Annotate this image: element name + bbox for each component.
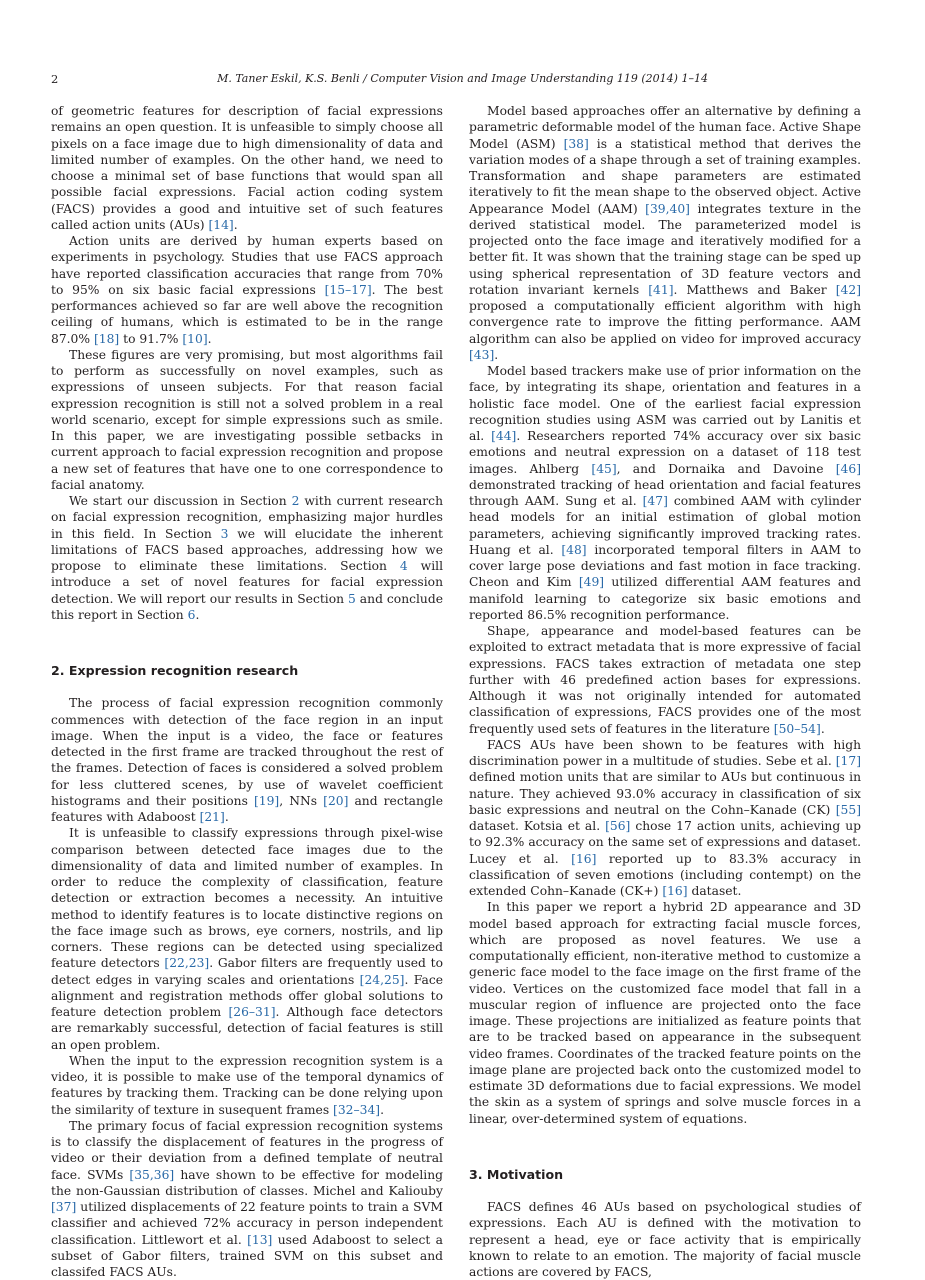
citation-link[interactable]: [15–17] bbox=[324, 282, 372, 297]
left-column bbox=[51, 103, 443, 1280]
citation-link[interactable]: [41] bbox=[648, 282, 674, 297]
citation-link[interactable]: [47] bbox=[642, 494, 668, 508]
right-column bbox=[469, 103, 861, 1280]
citation-link[interactable]: [44] bbox=[491, 429, 517, 443]
section-heading: 3. Motivation bbox=[469, 1166, 564, 1182]
paragraph: These figures are very promising, but most algorithms fail to perform as successfully on novel examples, such as expressions of unseen subjects. For that reason facial expression recognition is still not a solved problem in a real world scenario, except for simple expressions such as smile. In this paper, we are investigating possible setbacks in current approach to facial expression recognition and propose a new set of features that have one to one correspondence to facial anatomy. bbox=[51, 347, 443, 492]
paragraph: The process of facial expression recognition commonly commences with detection of the face region in an input image. When the input is a video, the face or features detected in the first frame are tracked throughout the rest of the frames. Detection of faces is considered a solved problem for less cluttered scenes, by use of wavelet coefficient histograms and their positions [19], NNs [20] and rectangle features with Adaboost [21]. bbox=[51, 696, 443, 824]
citation-link[interactable]: [22,23] bbox=[164, 956, 210, 971]
paragraph: Action units are derived by human experts based on experiments in psychology. Studies that use FACS approach have reported classification accuracies that range from 70% to 95% on six basic facial expressions [15–17]. The best performances achieved so far are well above the recognition ceiling of humans, which is estimated to be in the range 87.0% [18] to 91.7% [10]. bbox=[51, 234, 443, 346]
citation-link[interactable]: [49] bbox=[578, 575, 605, 590]
citation-link[interactable]: [14] bbox=[208, 217, 234, 232]
section-link[interactable]: 3 bbox=[220, 526, 229, 541]
citation-link[interactable]: [26–31] bbox=[228, 1005, 276, 1019]
citation-link[interactable]: [17] bbox=[835, 754, 861, 768]
citation-link[interactable]: [16] bbox=[662, 884, 688, 898]
paragraph: The primary focus of facial expression recognition systems is to classify the displacement of features in the progress of video or their deviation from a defined template of neutral face. SVMs [35,36] have shown to be effective for modeling the non-Gaussian distribution of classes. Michel and Kaliouby [37] utilized displacements of 22 feature points to train a SVM classifier and achieved 72% accuracy in person independent classification. Littlewort et al. [13] used Adaboost to select a subset of Gabor filters, trained SVM on this subset and classifed FACS AUs. bbox=[51, 1118, 444, 1279]
citation-link[interactable]: [50–54] bbox=[773, 721, 821, 736]
section-link[interactable]: 5 bbox=[348, 591, 356, 606]
paragraph: Model based approaches offer an alternative by defining a parametric deformable model of the human face. Active Shape Model (ASM) [38] is a statistical method that derives the variation modes of a shape through a set of training examples. Transformation and shape parameters are estimated iteratively to fit the mean shape to the observed object. Active Appearance Model (AAM) [39,40] integrates texture in the derived statistical model. The parameterized model is projected onto the face image and iteratively modified for a better fit. It was shown that the training stage can be sped up using spherical representation of 3D feature vectors and rotation invariant kernels [41]. Matthews and Baker [42] proposed a computationally efficient algorithm with high convergence rate to improve the fitting performance. AAM algorithm can also be applied on video for improved accuracy [43]. bbox=[469, 104, 861, 362]
section-link[interactable]: 6 bbox=[187, 607, 196, 622]
paragraph: It is unfeasible to classify expressions through pixel-wise comparison between detected face images due to the dimensionality of data and limited number of examples. In order to reduce the complexity of classification, feature detection or extraction becomes a necessity. An intuitive method to identify features is to locate distinctive regions on the face image such as brows, eye corners, nostrils, and lip corners. These regions can be detected using specialized feature detectors [22,23]. Gabor filters are frequently used to detect edges in varying scales and orientations [24,25]. Face alignment and registration methods offer global solutions to feature detection problem [26–31]. Although face detectors are remarkably successful, detection of facial features is still an open problem. bbox=[51, 826, 443, 1052]
citation-link[interactable]: [37] bbox=[51, 1200, 77, 1214]
paragraph: of geometric features for description of facial expressions remains an open question. It is unfeasible to simply choose all pixels on a face image due to high dimensionality of data and limited number of examples. On the other hand, we need to choose a minimal set of base functions that would span all possible facial expressions. Facial action coding system (FACS) provides a good and intuitive set of such features called action units (AUs) [14]. bbox=[51, 104, 443, 232]
paragraph: Model based trackers make use of prior information on the face, by integrating its shape, orientation and features in a holistic face model. One of the earliest facial expression recognition studies using ASM was carried out by Lanitis et al. [44]. Researchers reported 74% accuracy over six basic emotions and neutral expression on a dataset of 118 test images. Ahlberg [45], and Dornaika and Davoine [46] demonstrated tracking of head orientation and facial features through AAM. Sung et al. [47] combined AAM with cylinder head models for an initial estimation of global motion parameters, achieving significantly improved tracking rates. Huang et al. [48] incorporated temporal filters in AAM to cover large pose deviations and fast motion in face tracking. Cheon and Kim [49] utilized differential AAM features and manifold learning to categorize six basic emotions and reported 86.5% recognition performance. bbox=[469, 364, 862, 622]
citation-link[interactable]: [20] bbox=[323, 793, 349, 808]
section-link[interactable]: 4 bbox=[399, 559, 408, 573]
citation-link[interactable]: [42] bbox=[835, 282, 861, 297]
paragraph: FACS defines 46 AUs based on psychological studies of expressions. Each AU is defined with the motivation to represent a head, eye or face activity that is empirically known to relate to an emotion. The majority of facial muscle actions are covered by FACS, bbox=[469, 1200, 861, 1279]
citation-link[interactable]: [46] bbox=[835, 461, 861, 476]
citation-link[interactable]: [24,25] bbox=[359, 972, 405, 987]
citation-link[interactable]: [21] bbox=[199, 810, 225, 824]
citation-link[interactable]: [18] bbox=[93, 331, 120, 346]
paragraph: In this paper we report a hybrid 2D appearance and 3D model based approach for extracting facial muscle forces, which are proposed as novel features. We use a computationally efficient, non-iterative method to customize a generic face model to the face image on the first frame of the video. Vertices on the customized face model that fall in a muscular region of influence are projected onto the face image. These projections are initialized as feature points that are to be tracked based on appearance in the subsequent video frames. Coordinates of the tracked feature points on the image plane are projected back onto the customized model to estimate 3D deformations due to facial expressions. We model the skin as a system of springs and solve muscle forces in a linear, over-determined system of equations. bbox=[469, 900, 861, 1126]
citation-link[interactable]: [13] bbox=[247, 1232, 273, 1247]
section-link[interactable]: 2 bbox=[291, 494, 300, 508]
citation-link[interactable]: [10] bbox=[182, 331, 208, 346]
citation-link[interactable]: [43] bbox=[469, 347, 495, 362]
page-number: 2 bbox=[51, 72, 59, 86]
section-heading: 2. Expression recognition research bbox=[51, 663, 299, 678]
citation-link[interactable]: [39,40] bbox=[645, 201, 690, 216]
citation-link[interactable]: [35,36] bbox=[129, 1167, 175, 1182]
citation-link[interactable]: [48] bbox=[561, 542, 587, 557]
paragraph: Shape, appearance and model-based features can be exploited to extract metadata that is more expressive of facial expressions. FACS takes extraction of metadata one step further with 46 predefined action bases for expressions. Although it was not originally intended for automated classification of expressions, FACS provides one of the most frequently used sets of features in the literature [50–54]. bbox=[469, 624, 861, 736]
paragraph: We start our discussion in Section 2 with current research on facial expression recognition, emphasizing major hurdles in this field. In Section 3 we will elucidate the inherent limitations of FACS based approaches, addressing how we propose to eliminate these limitations. Section 4 will introduce a set of novel features for facial expression detection. We will report our results in Section 5 and conclude this report in Section 6. bbox=[51, 494, 444, 622]
paragraph: When the input to the expression recognition system is a video, it is possible to make use of the temporal dynamics of features by tracking them. Tracking can be done relying upon the similarity of texture in susequent frames [32–34]. bbox=[51, 1053, 443, 1117]
citation-link[interactable]: [19] bbox=[253, 793, 280, 808]
citation-link[interactable]: [45] bbox=[591, 461, 617, 476]
paragraph: FACS AUs have been shown to be features with high discrimination power in a multitude of studies. Sebe et al. [17] defined motion units that are similar to AUs but continuous in nature. They achieved 93.0% accuracy in classification of six basic expressions and neutral on the Cohn–Kanade (CK) [55] dataset. Kotsia et al. [56] chose 17 action units, achieving up to 92.3% accuracy on the same set of expressions and dataset. Lucey et al. [16] reported up to 83.3% accuracy in classification of seven emotions (including contempt) on the extended Cohn–Kanade (CK+) [16] dataset. bbox=[469, 737, 861, 898]
citation-link[interactable]: [55] bbox=[835, 802, 861, 817]
citation-link[interactable]: [38] bbox=[563, 136, 589, 151]
citation-link[interactable]: [16] bbox=[571, 851, 597, 866]
citation-link[interactable]: [56] bbox=[605, 819, 631, 833]
running-head: M. Taner Eskil, K.S. Benli / Computer Vision and Image Understanding 119 (2014) 1–14 bbox=[217, 72, 708, 85]
citation-link[interactable]: [32–34] bbox=[333, 1102, 381, 1117]
